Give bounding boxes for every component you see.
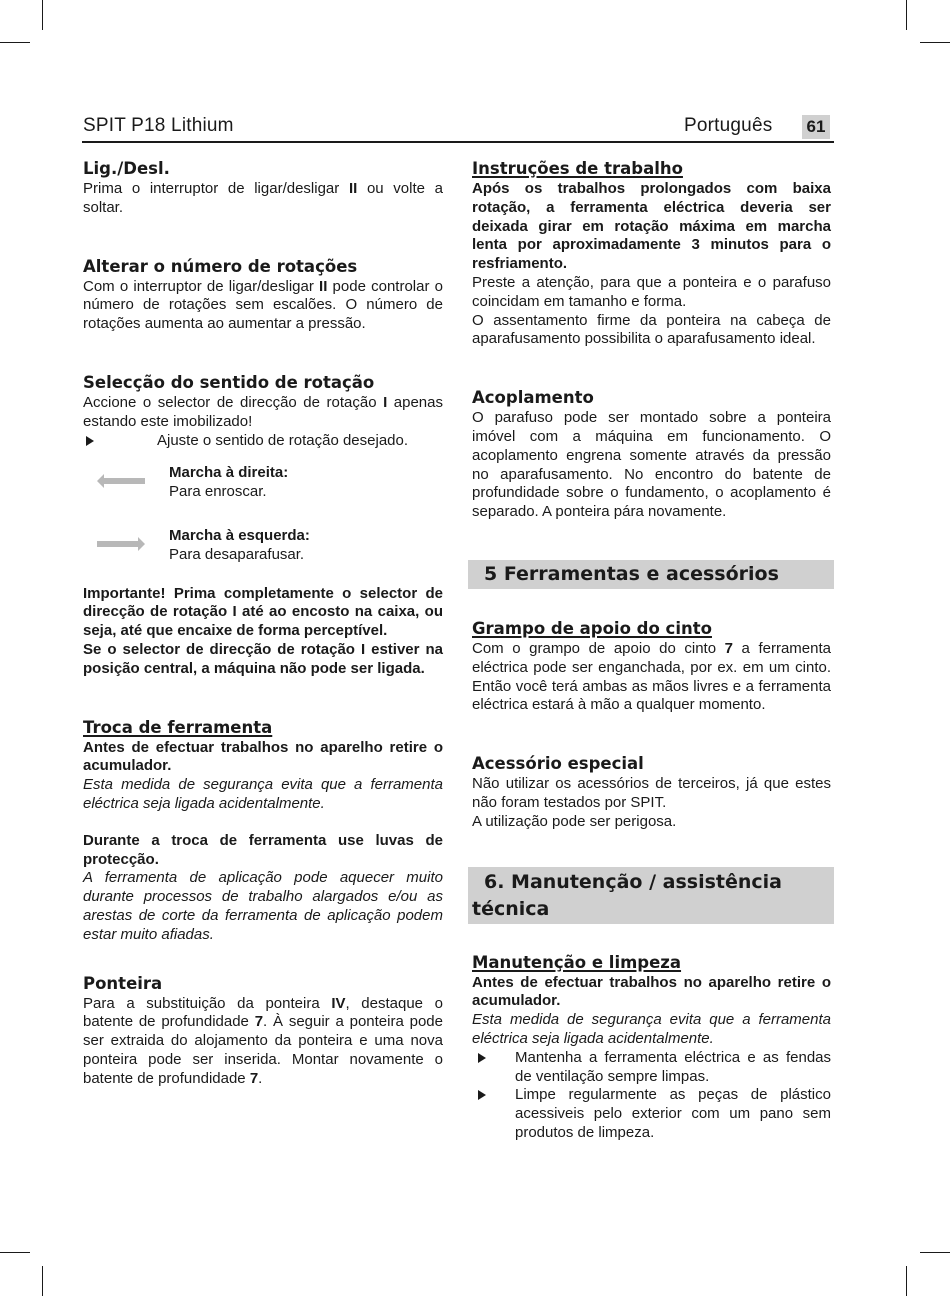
- heading-coupling: Acoplamento: [472, 388, 594, 408]
- tool-change-warning-1: Antes de efectuar trabalhos no aparelho retire o acumulador.: [83, 738, 443, 775]
- bullet-triangle-icon: [86, 436, 94, 446]
- belt-clip-text: Com o grampo de apoio do cinto 7 a ferramenta eléctrica pode ser enganchada, por ex. em um cinto. Então você terá ambas as mãos livres e a ferramenta eléctrica estará à mão a qualquer momento.: [472, 639, 831, 714]
- work-text-2: O assentamento firme da ponteira na cabeça de aparafusamento possibilita o aparafusamento ideal.: [472, 311, 831, 348]
- crop-mark: [920, 1252, 950, 1253]
- section-6-banner: 6. Manutenção / assistência técnica: [468, 867, 834, 924]
- crop-mark: [42, 0, 43, 30]
- direction-text: Accione o selector de direcção de rotação I apenas estando este imobilizado!: [83, 393, 443, 430]
- list-item: Ajuste o sentido de rotação desejado.: [83, 432, 443, 451]
- tool-change-note-2: A ferramenta de aplicação pode aquecer muito durante processos de trabalho alargados e/ou as arestas de corte da ferramenta de aplicação podem estar muito afiadas.: [83, 869, 443, 943]
- on-off-text: Prima o interruptor de ligar/desligar II ou volte a soltar.: [83, 180, 443, 216]
- work-bold-text: Após os trabalhos prolongados com baixa rotação, a ferramenta eléctrica deveria ser deixada girar em rotação máxima em marcha lenta por aproximadamente 3 minutos para o resfriamento.: [472, 180, 831, 273]
- crop-mark: [906, 1266, 907, 1296]
- section-5-banner: 5 Ferramentas e acessórios: [468, 560, 834, 589]
- language-label: Português: [684, 115, 773, 136]
- right-column: [472, 158, 831, 1143]
- bullet-triangle-icon: [478, 1053, 486, 1063]
- maintenance-note: Esta medida de segurança evita que a ferramenta eléctrica seja ligada acidentalmente.: [472, 1011, 831, 1047]
- heading-accessory: Acessório especial: [472, 754, 644, 774]
- accessory-text-2: A utilização pode ser perigosa.: [472, 812, 677, 830]
- heading-on-off: Lig./Desl.: [83, 159, 170, 178]
- direction-left-item: Marcha à esquerda: Para desaparafusar.: [83, 527, 443, 565]
- arrow-left-icon: [97, 474, 145, 488]
- heading-direction: Selecção do sentido de rotação: [83, 372, 375, 392]
- coupling-text: O parafuso pode ser montado sobre a ponteira imóvel com a máquina em funcionamento. O acoplamento engrena somente através da pressão no aparafusamento. No encontro do batente de profundidade sobre o fundamento, o acoplamento é separado. A ponteira pára novamente.: [472, 409, 831, 521]
- page-number: 61: [802, 115, 830, 139]
- heading-speed: Alterar o número de rotações: [83, 256, 358, 276]
- crop-mark: [0, 42, 30, 43]
- tool-change-note-1: Esta medida de segurança evita que a ferramenta eléctrica seja ligada acidentalmente.: [83, 776, 443, 812]
- heading-work-instructions: Instruções de trabalho: [472, 159, 683, 178]
- important-note-1: Importante! Prima completamente o selector de direcção de rotação I até ao encosto na caixa, ou seja, até que encaixe de forma perceptível.: [83, 584, 443, 640]
- crop-mark: [0, 1252, 30, 1253]
- crop-mark: [906, 0, 907, 30]
- crop-mark: [920, 42, 950, 43]
- list-item: Limpe regularmente as peças de plástico acessiveis pelo exterior com um pano sem produtos de limpeza.: [472, 1086, 831, 1142]
- bullet-triangle-icon: [478, 1090, 486, 1100]
- heading-tool-change: Troca de ferramenta: [83, 717, 273, 737]
- bit-text: Para a substituição da ponteira IV, destaque o batente de profundidade 7. À seguir a ponteira pode ser extraida do alojamento da ponteira e uma nova ponteira pode ser inserida. Montar novamente o batente de profundidade 7.: [83, 994, 443, 1087]
- left-column: [83, 158, 443, 1089]
- document-title: SPIT P18 Lithium: [83, 115, 234, 136]
- heading-bit: Ponteira: [83, 973, 163, 993]
- arrow-right-icon: [97, 537, 145, 551]
- header-rule: [82, 141, 834, 143]
- heading-maintenance: Manutenção e limpeza: [472, 952, 682, 972]
- crop-mark: [42, 1266, 43, 1296]
- tool-change-warning-2: Durante a troca de ferramenta use luvas de protecção.: [83, 831, 443, 868]
- list-item: Mantenha a ferramenta eléctrica e as fendas de ventilação sempre limpas.: [472, 1049, 831, 1087]
- direction-right-item: Marcha à direita: Para enroscar.: [83, 464, 443, 502]
- speed-text: Com o interruptor de ligar/desligar II pode controlar o número de rotações sem escalões. O número de rotações aumenta ao aumentar a pressão.: [83, 277, 443, 333]
- accessory-text-1: Não utilizar os acessórios de terceiros, já que estes não foram testados por SPIT.: [472, 775, 831, 811]
- work-text-1: Preste a atenção, para que a ponteira e o parafuso coincidam em tamanho e forma.: [472, 273, 831, 310]
- heading-belt-clip: Grampo de apoio do cinto: [472, 618, 712, 638]
- maintenance-warning: Antes de efectuar trabalhos no aparelho retire o acumulador.: [472, 973, 831, 1010]
- important-note-2: Se o selector de direcção de rotação I estiver na posição central, a máquina não pode ser ligada.: [83, 640, 443, 677]
